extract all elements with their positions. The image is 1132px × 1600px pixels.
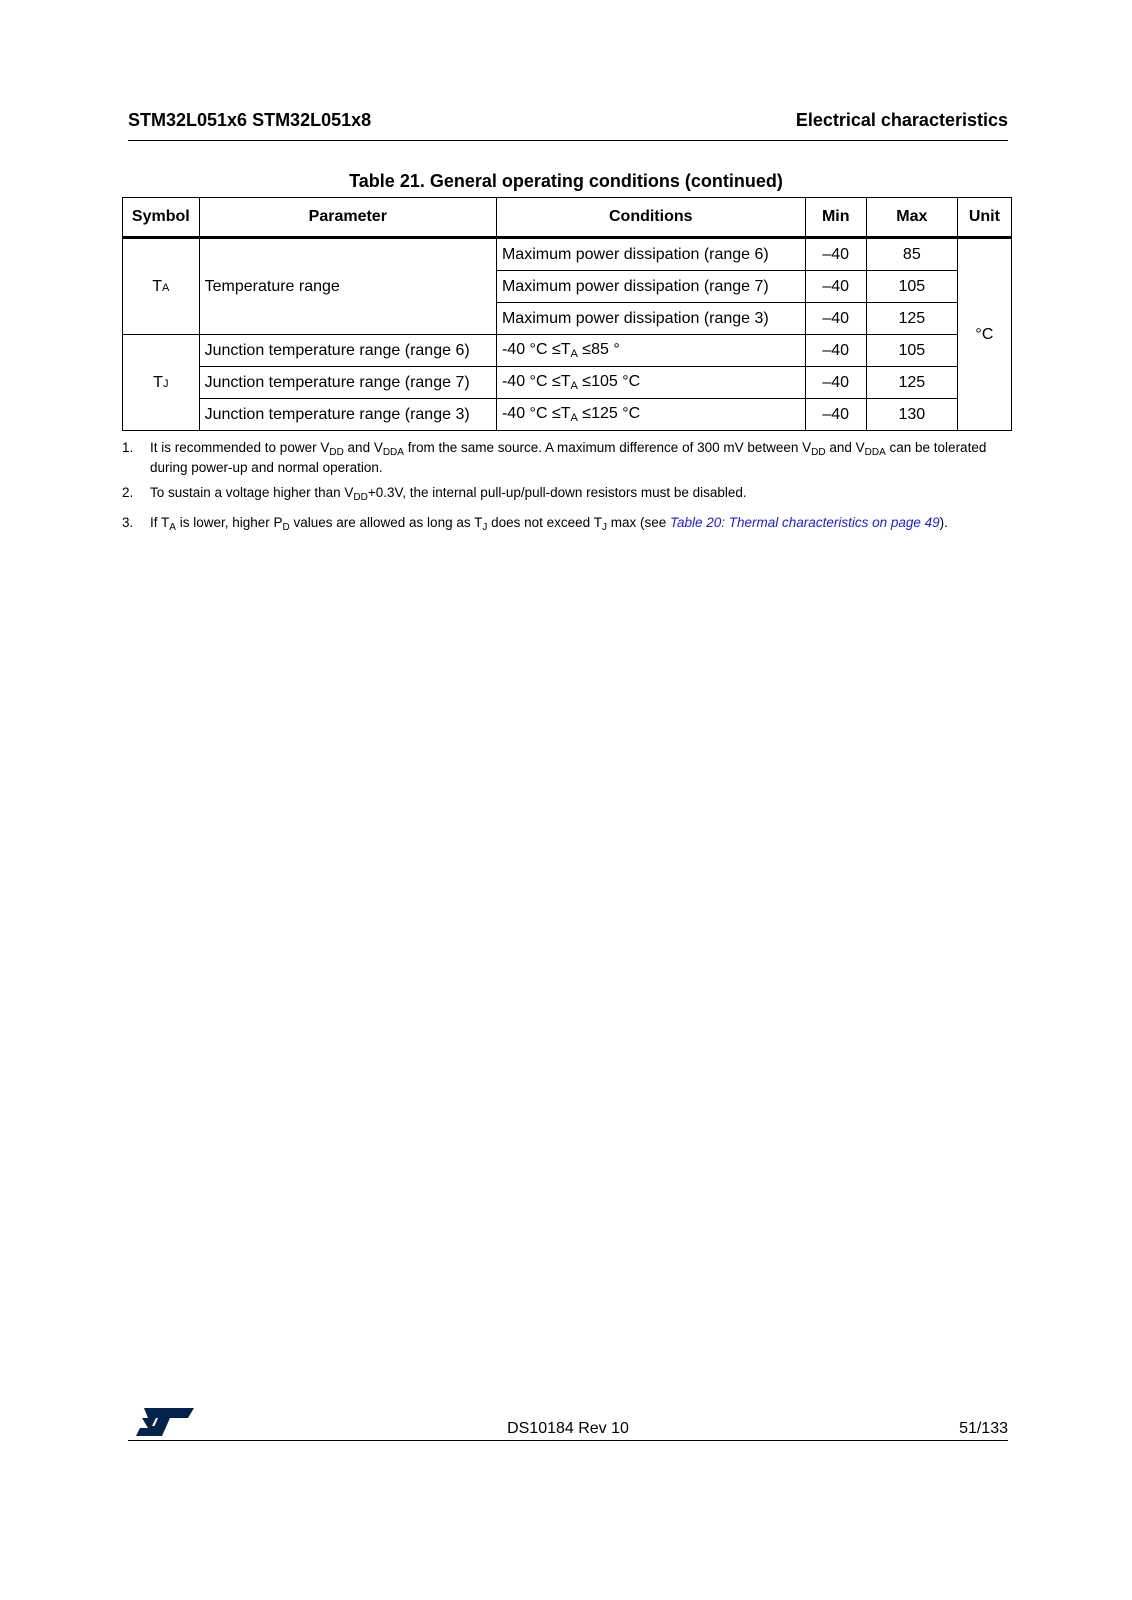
- table-20-link[interactable]: Table 20: Thermal characteristics on page 49: [669, 515, 940, 530]
- symbol-cell: [123, 238, 200, 335]
- min-cell: –40: [805, 335, 866, 367]
- footnote-number: 3.: [122, 515, 134, 530]
- page-footer: [128, 1406, 1008, 1441]
- conditions-text: ≤125 °C: [577, 405, 641, 422]
- symbol-subscript: A: [162, 281, 170, 294]
- table-row: [123, 367, 1012, 399]
- conditions-text: -40 °C ≤T: [501, 405, 571, 422]
- footnote-subscript: DD: [811, 447, 826, 458]
- max-cell: 105: [866, 335, 957, 367]
- max-cell: 125: [866, 367, 957, 399]
- footnote-subscript: DDA: [864, 447, 886, 458]
- conditions-text: ≤105 °C: [577, 373, 641, 390]
- header-part-number: STM32L051x6 STM32L051x8: [128, 110, 372, 130]
- column-header-unit: Unit: [957, 198, 1011, 238]
- footnote-text: It is recommended to power V: [150, 440, 330, 455]
- footnote-subscript: DD: [329, 447, 344, 458]
- footnote-3: [122, 515, 1002, 535]
- table-row: [123, 238, 1012, 271]
- min-cell: –40: [805, 399, 866, 431]
- conditions-text: -40 °C ≤T: [501, 373, 571, 390]
- column-header-symbol: Symbol: [123, 198, 200, 238]
- footnote-text: values are allowed as long as T: [289, 515, 483, 530]
- footnote-text: ).: [939, 515, 948, 530]
- table-row: [123, 335, 1012, 367]
- footnote-1: [122, 440, 1002, 475]
- footnote-2: [122, 485, 1002, 505]
- conditions-cell: Maximum power dissipation (range 3): [496, 303, 805, 335]
- footnote-text: is lower, higher P: [175, 515, 283, 530]
- document-id: DS10184 Rev 10: [507, 1420, 629, 1437]
- table-row: [123, 399, 1012, 431]
- footnote-subscript: DDA: [382, 447, 404, 458]
- max-cell: 105: [866, 271, 957, 303]
- symbol-text: T: [152, 277, 163, 295]
- footnote-text: does not exceed T: [487, 515, 602, 530]
- min-cell: –40: [805, 271, 866, 303]
- footnote-subscript: J: [601, 522, 607, 533]
- conditions-text: ≤85 °: [577, 341, 620, 358]
- conditions-subscript: A: [570, 412, 578, 424]
- min-cell: –40: [805, 238, 866, 271]
- table-title: Table 21. General operating conditions (continued): [349, 171, 783, 191]
- min-cell: –40: [805, 367, 866, 399]
- footnote-text: To sustain a voltage higher than V: [150, 485, 354, 500]
- footnote-number: 1.: [122, 440, 134, 455]
- conditions-subscript: A: [570, 380, 578, 392]
- conditions-cell: [496, 399, 805, 431]
- conditions-cell: Maximum power dissipation (range 7): [496, 271, 805, 303]
- max-cell: 125: [866, 303, 957, 335]
- footnote-text: and V: [825, 440, 865, 455]
- parameter-cell: Junction temperature range (range 3): [199, 399, 496, 431]
- table-notes: [122, 440, 1002, 545]
- min-cell: –40: [805, 303, 866, 335]
- footnote-text: +0.3V, the internal pull-up/pull-down resistors must be disabled.: [367, 485, 747, 500]
- conditions-cell: Maximum power dissipation (range 6): [496, 238, 805, 271]
- symbol-cell: [123, 335, 200, 431]
- parameter-cell: Junction temperature range (range 7): [199, 367, 496, 399]
- footnote-text: can be tolerated during power-up and normal operation.: [150, 440, 987, 475]
- footnote-text: from the same source. A maximum difference of 300 mV between V: [403, 440, 812, 455]
- header-section-title: Electrical characteristics: [795, 110, 1008, 130]
- conditions-subscript: A: [570, 348, 578, 360]
- page-header: [128, 110, 1008, 141]
- footnote-number: 2.: [122, 485, 134, 500]
- column-header-conditions: Conditions: [496, 198, 805, 238]
- parameter-cell: Temperature range: [199, 238, 496, 335]
- unit-cell: °C: [957, 238, 1011, 431]
- conditions-cell: [496, 335, 805, 367]
- column-header-min: Min: [805, 198, 866, 238]
- footnote-subscript: D: [282, 522, 290, 533]
- max-cell: 85: [866, 238, 957, 271]
- conditions-text: -40 °C ≤T: [501, 341, 571, 358]
- column-header-max: Max: [866, 198, 957, 238]
- footnote-subscript: DD: [353, 492, 368, 503]
- operating-conditions-table: [122, 197, 1012, 431]
- footnote-text: If T: [150, 515, 170, 530]
- conditions-cell: [496, 367, 805, 399]
- footnote-text: and V: [343, 440, 383, 455]
- parameter-cell: Junction temperature range (range 6): [199, 335, 496, 367]
- footnote-subscript: A: [169, 522, 176, 533]
- max-cell: 130: [866, 399, 957, 431]
- symbol-text: T: [153, 373, 163, 391]
- symbol-subscript: J: [162, 377, 169, 390]
- column-header-parameter: Parameter: [199, 198, 496, 238]
- footnote-text: max (see: [606, 515, 670, 530]
- page-number: 51/133: [959, 1420, 1008, 1437]
- footnote-subscript: J: [482, 522, 488, 533]
- table-header-row: [123, 198, 1012, 238]
